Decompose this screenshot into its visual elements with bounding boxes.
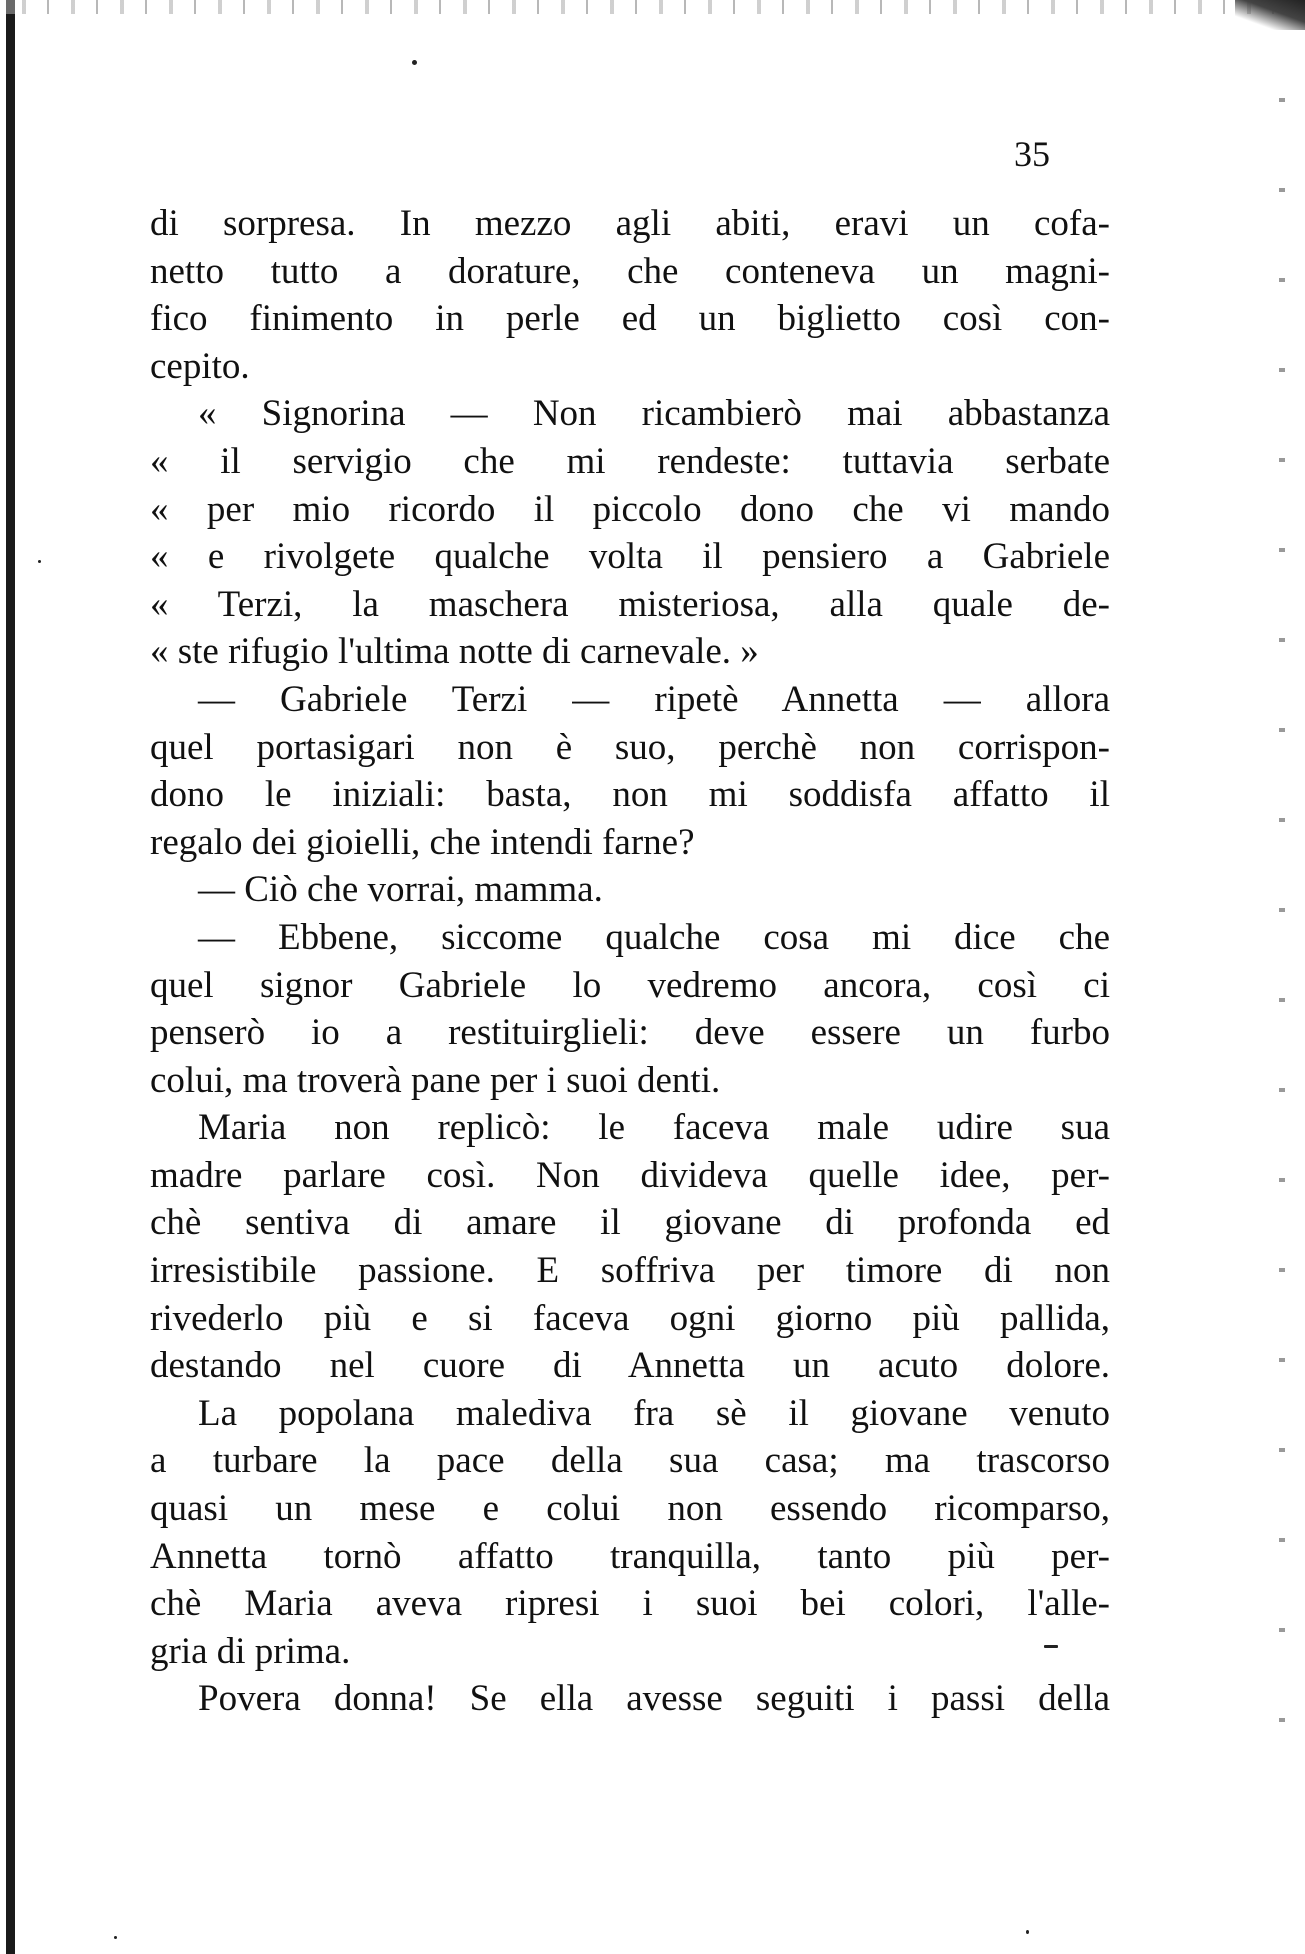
- text-line: rivederlo più e si faceva ogni giorno più pallida,: [150, 1297, 1110, 1339]
- text-line: penserò io a restituirglieli: deve essere un furbo: [150, 1012, 1110, 1054]
- text-line: chè Maria aveva ripresi i suoi bei colori, l'alle-: [150, 1583, 1110, 1625]
- text-line: « il servigio che mi rendeste: tuttavia serbate: [150, 440, 1110, 482]
- page-binding-edge: [6, 0, 15, 1954]
- text-line: — Ebbene, siccome qualche cosa mi dice che: [198, 916, 1110, 958]
- text-line: di sorpresa. In mezzo agli abiti, eravi un cofa-: [150, 203, 1110, 244]
- scan-right-edge-noise: [1279, 60, 1285, 1760]
- scan-speck: [412, 60, 417, 65]
- scan-speck: [114, 1936, 117, 1939]
- text-line: fico finimento in perle ed un biglietto così con-: [150, 298, 1110, 340]
- text-line: chè sentiva di amare il giovane di profonda ed: [150, 1202, 1110, 1244]
- body-text: [150, 200, 1110, 1723]
- text-line: quasi un mese e colui non essendo ricomparso,: [150, 1488, 1110, 1530]
- text-line: netto tutto a dorature, che conteneva un magni-: [150, 250, 1110, 292]
- text-line: gria di prima.: [150, 1630, 351, 1672]
- text-line: colui, ma troverà pane per i suoi denti.: [150, 1059, 721, 1101]
- text-line: quel portasigari non è suo, perchè non corrispon-: [150, 726, 1110, 768]
- page-number: 35: [1014, 134, 1050, 174]
- text-line: — Ciò che vorrai, mamma.: [198, 869, 603, 911]
- scan-speck: [38, 560, 41, 563]
- text-line: « per mio ricordo il piccolo dono che vi mando: [150, 488, 1110, 530]
- text-line: cepito.: [150, 345, 250, 387]
- text-line: Annetta tornò affatto tranquilla, tanto più per-: [150, 1535, 1110, 1577]
- text-line: destando nel cuore di Annetta un acuto dolore.: [150, 1345, 1110, 1387]
- text-line: quel signor Gabriele lo vedremo ancora, così ci: [150, 964, 1110, 1006]
- text-line: « e rivolgete qualche volta il pensiero a Gabriele: [150, 536, 1110, 578]
- text-line: irresistibile passione. E soffriva per timore di non: [150, 1250, 1110, 1292]
- text-line: « Terzi, la maschera misteriosa, alla quale de-: [150, 583, 1110, 625]
- scan-speck: [1026, 1930, 1029, 1934]
- text-line: « ste rifugio l'ultima notte di carnevale. »: [150, 631, 759, 673]
- text-line: madre parlare così. Non divideva quelle idee, per-: [150, 1154, 1110, 1196]
- text-line: a turbare la pace della sua casa; ma trascorso: [150, 1440, 1110, 1482]
- text-line: dono le iniziali: basta, non mi soddisfa affatto il: [150, 774, 1110, 816]
- text-line: La popolana malediva fra sè il giovane venuto: [198, 1392, 1110, 1434]
- scan-top-noise: [0, 0, 1305, 14]
- scan-corner-shadow: [1235, 0, 1305, 30]
- text-line: « Signorina — Non ricambierò mai abbastanza: [198, 393, 1110, 435]
- text-line: regalo dei gioielli, che intendi farne?: [150, 821, 695, 863]
- text-line: — Gabriele Terzi — ripetè Annetta — allora: [198, 678, 1110, 720]
- text-line: Povera donna! Se ella avesse seguiti i passi della: [198, 1678, 1110, 1720]
- text-line: Maria non replicò: le faceva male udire sua: [198, 1107, 1110, 1149]
